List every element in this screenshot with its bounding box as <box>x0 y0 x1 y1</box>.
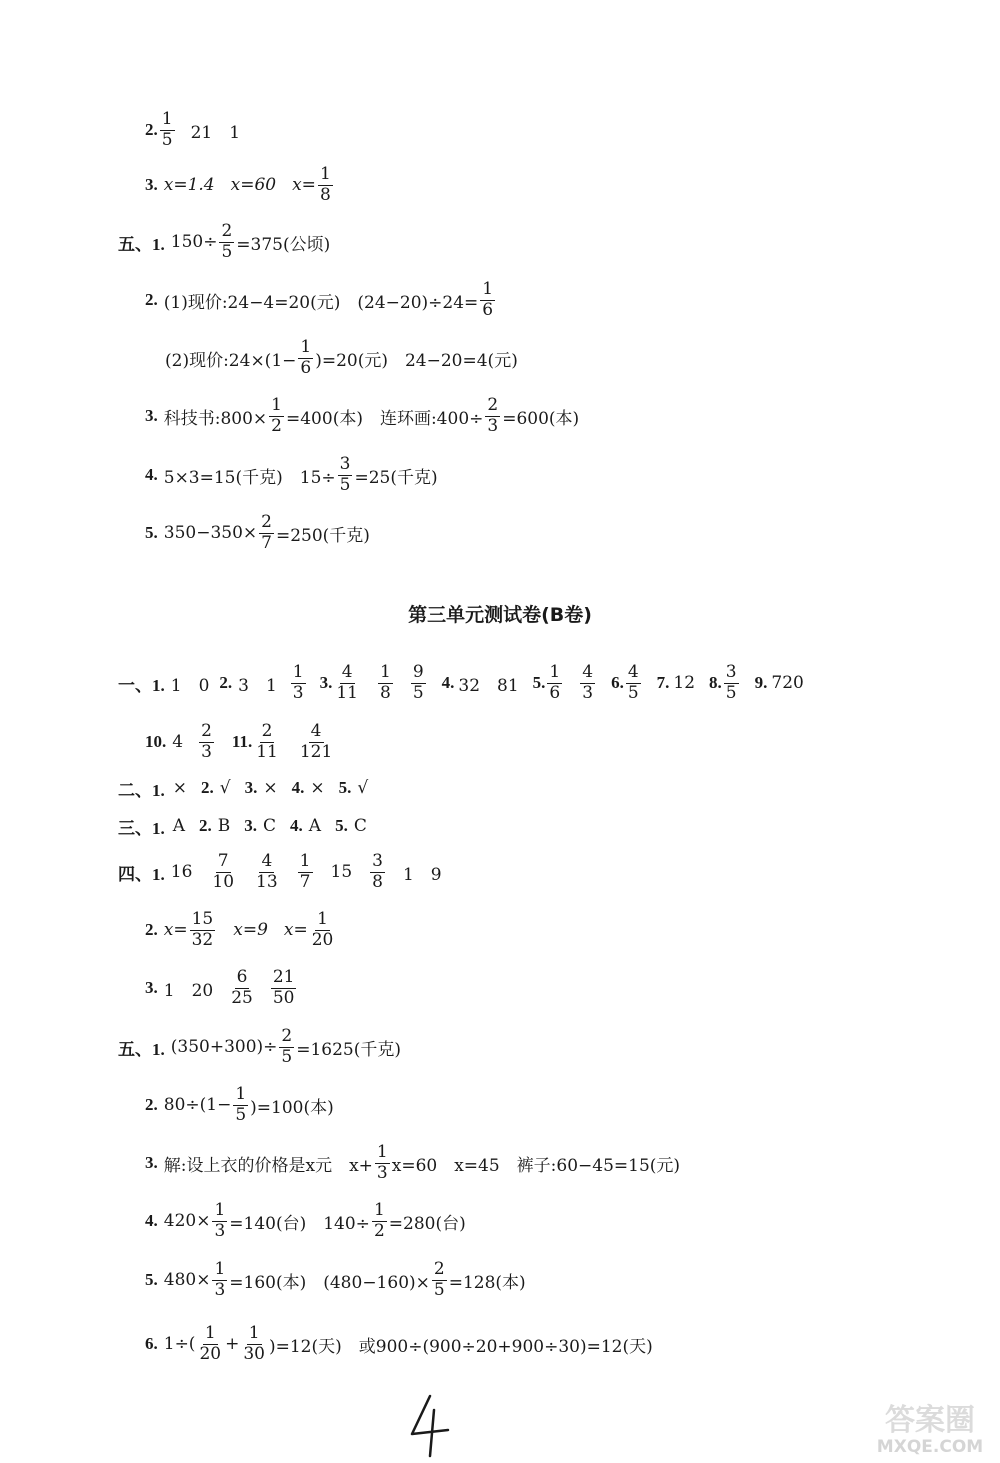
answer-text: 1 20 <box>163 980 214 1001</box>
answer-text: =1625(千克) <box>296 1039 402 1060</box>
answer-text: 1÷( <box>163 1334 196 1354</box>
question-number: 3. <box>145 406 158 425</box>
answer-text: x=9 <box>233 920 268 940</box>
fraction: $\frac{1}{20}$ <box>199 1322 222 1364</box>
watermark-cn: 答案圈 <box>885 1403 975 1438</box>
answer-line-b-5-5 <box>145 1250 526 1310</box>
section-label: 三、1. <box>118 818 165 838</box>
answer-text: 420× <box>163 1211 211 1231</box>
answer-text: 15 <box>330 862 353 882</box>
fraction: $\frac{1}{3}$ <box>376 1141 388 1183</box>
answer-line-b-4-1 <box>118 842 442 902</box>
fraction: $\frac{3}{5}$ <box>725 661 737 703</box>
answer-text: × <box>172 778 187 798</box>
answer-text: 5×3=15(千克) 15÷ <box>163 467 336 488</box>
answer-line-b-5-2 <box>145 1075 334 1135</box>
question-number: 4. <box>145 1211 158 1230</box>
question-number: 8. <box>709 673 722 692</box>
answer-text: =25(千克) <box>354 467 438 488</box>
answer-text: )=20(元) 24−20=4(元) <box>315 350 518 371</box>
question-number: 3. <box>145 175 158 194</box>
question-number: 3. <box>145 978 158 997</box>
handwritten-page-number <box>400 1390 460 1460</box>
answer-text: (1)现价:24−4=20(元) (24−20)÷24= <box>163 292 479 313</box>
answer-text: B <box>217 816 231 836</box>
question-number: 3. <box>319 673 333 692</box>
fraction: $\frac{1}{5}$ <box>161 108 173 150</box>
answer-line-a-q3 <box>145 155 335 215</box>
page-title: 第三单元测试卷(B卷) <box>408 604 592 626</box>
fraction: $\frac{1}{3}$ <box>214 1199 226 1241</box>
question-number: 4. <box>291 778 305 797</box>
fraction: $\frac{1}{30}$ <box>243 1322 265 1364</box>
question-number: 2. <box>145 1095 158 1114</box>
question-number: 11. <box>231 732 253 751</box>
answer-text: x=60 <box>230 175 277 195</box>
question-number: 2. <box>219 673 233 692</box>
answer-text: =600(本) <box>502 408 580 429</box>
fraction: $\frac{1}{8}$ <box>319 163 331 205</box>
answer-line-b-5-3 <box>145 1133 680 1193</box>
watermark-en: MXQE.COM <box>876 1437 984 1457</box>
answer-text: x= <box>292 175 316 195</box>
answer-text: + <box>225 1334 240 1354</box>
answer-text: 16 <box>170 862 193 882</box>
question-number: 10. <box>145 732 167 751</box>
question-number: 3. <box>244 816 258 835</box>
answer-text: 350−350× <box>163 523 258 543</box>
answer-line-b-5-1 <box>118 1017 401 1077</box>
fraction: $\frac{2}{5}$ <box>433 1258 445 1300</box>
fraction: $\frac{1}{6}$ <box>482 278 494 320</box>
answer-text: √ <box>357 778 369 798</box>
fraction: $\frac{4}{3}$ <box>582 661 594 703</box>
answer-line-b-4-3 <box>145 958 298 1018</box>
answer-text: (350+300)÷ <box>170 1037 278 1057</box>
fraction: $\frac{2}{3}$ <box>201 720 212 762</box>
fraction: $\frac{2}{3}$ <box>487 394 499 436</box>
answer-line-a-5-1 <box>118 212 330 272</box>
question-number: 6. <box>611 673 624 692</box>
question-number: 4. <box>145 465 158 484</box>
question-number: 5. <box>338 778 352 797</box>
question-number: 9. <box>754 673 768 692</box>
answer-text: 解:设上衣的价格是x元 x+ <box>163 1155 373 1176</box>
fraction: $\frac{4}{5}$ <box>627 661 639 703</box>
answer-text: )=12(天) 或900÷(900÷20+900÷30)=12(天) <box>268 1336 653 1357</box>
question-number: 5. <box>335 816 348 835</box>
answer-text: 150÷ <box>170 232 218 252</box>
section-label: 四、1. <box>118 864 165 884</box>
question-number: 5. <box>145 1270 158 1289</box>
answer-line-a-q2 <box>145 100 240 160</box>
answer-text: 480× <box>163 1270 211 1290</box>
fraction: $\frac{7}{10}$ <box>212 850 235 892</box>
fraction: $\frac{2}{11}$ <box>256 720 278 762</box>
fraction: $\frac{1}{6}$ <box>300 336 312 378</box>
fraction: $\frac{2}{5}$ <box>281 1025 293 1067</box>
answer-line-a-5-4 <box>145 445 438 505</box>
question-number: 4. <box>290 816 303 835</box>
answer-text: C <box>353 816 367 836</box>
answer-text: =128(本) <box>448 1272 526 1293</box>
answer-line-b-1 <box>118 653 804 713</box>
fraction: $\frac{2}{7}$ <box>261 511 272 553</box>
fraction: $\frac{1}{7}$ <box>299 850 311 892</box>
answer-text: =140(台) 140÷ <box>229 1213 370 1234</box>
question-number: 2. <box>199 816 212 835</box>
fraction: $\frac{1}{3}$ <box>214 1258 226 1300</box>
answer-line-a-5-2b <box>165 328 518 388</box>
answer-text: A <box>172 816 186 836</box>
fraction: $\frac{1}{6}$ <box>549 661 561 703</box>
question-number: 4. <box>441 673 455 692</box>
question-number: 2. <box>201 778 214 797</box>
fraction: $\frac{1}{20}$ <box>311 908 334 950</box>
fraction: $\frac{3}{5}$ <box>339 453 351 495</box>
fraction: $\frac{9}{5}$ <box>412 661 424 703</box>
fraction: $\frac{1}{2}$ <box>373 1199 385 1241</box>
answer-text: 21 1 <box>190 122 241 143</box>
fraction: $\frac{1}{5}$ <box>235 1083 247 1125</box>
answer-text: =250(千克) <box>275 525 370 546</box>
answer-text: x= <box>163 920 188 940</box>
answer-text: =400(本) 连环画:400÷ <box>286 408 484 429</box>
question-number: 3. <box>244 778 258 797</box>
question-number: 5. <box>532 673 546 692</box>
question-number: 2. <box>145 920 158 939</box>
answer-text: (2)现价:24×(1− <box>165 350 297 371</box>
answer-text: 80÷(1− <box>163 1095 232 1115</box>
question-number: 2. <box>145 290 158 309</box>
answer-text: =160(本) (480−160)× <box>229 1272 430 1293</box>
fraction: $\frac{3}{8}$ <box>372 850 383 892</box>
question-number: 5. <box>145 523 158 542</box>
fraction: $\frac{4}{13}$ <box>256 850 278 892</box>
question-number: 3. <box>145 1153 158 1172</box>
answer-line-b-5-6 <box>145 1314 653 1374</box>
fraction: $\frac{4}{11}$ <box>336 661 358 703</box>
watermark-logo <box>860 1395 1000 1463</box>
question-number: 7. <box>656 673 670 692</box>
answer-line-a-5-5 <box>145 503 370 563</box>
question-number: 6. <box>145 1334 158 1353</box>
answer-text: =375(公顷) <box>236 234 331 255</box>
answer-text: 科技书:800× <box>163 408 268 429</box>
fraction: $\frac{15}{32}$ <box>191 908 214 950</box>
answer-text: 4 <box>172 732 184 752</box>
section-label: 二、1. <box>118 780 165 800</box>
answer-text: √ <box>219 778 231 798</box>
answer-text: 1 9 <box>402 864 442 885</box>
answer-text: A <box>308 816 322 836</box>
answer-text: x= <box>283 920 308 940</box>
fraction: $\frac{6}{25}$ <box>231 966 253 1008</box>
fraction: $\frac{2}{5}$ <box>221 220 233 262</box>
answer-text: 1 0 <box>170 675 210 696</box>
answer-text: × <box>310 778 325 798</box>
answer-line-a-5-2a <box>145 270 497 330</box>
answer-text: x=1.4 <box>163 175 215 195</box>
answer-text: 12 <box>673 673 696 693</box>
section-label: 一、1. <box>118 675 165 695</box>
answer-line-b-5-4 <box>145 1191 466 1251</box>
section-label: 五、1. <box>118 234 165 254</box>
answer-text: 32 81 <box>458 675 519 696</box>
answer-text: =280(台) <box>388 1213 466 1234</box>
fraction: $\frac{4}{121}$ <box>299 720 333 762</box>
answer-text: x=60 x=45 裤子:60−45=15(元) <box>391 1155 681 1176</box>
answer-text: × <box>263 778 278 798</box>
fraction: $\frac{1}{2}$ <box>271 394 282 436</box>
answer-text: 3 1 <box>238 675 277 696</box>
question-number: 2. <box>145 120 158 139</box>
answer-text: 720 <box>771 673 804 693</box>
answer-text: C <box>263 816 277 836</box>
fraction: $\frac{1}{3}$ <box>292 661 304 703</box>
fraction: $\frac{1}{8}$ <box>380 661 391 703</box>
fraction: $\frac{21}{50}$ <box>272 966 295 1008</box>
answer-text: )=100(本) <box>250 1097 334 1118</box>
answer-line-a-5-3 <box>145 386 579 446</box>
section-label: 五、1. <box>118 1039 165 1059</box>
answer-line-b-4-2 <box>145 900 337 960</box>
